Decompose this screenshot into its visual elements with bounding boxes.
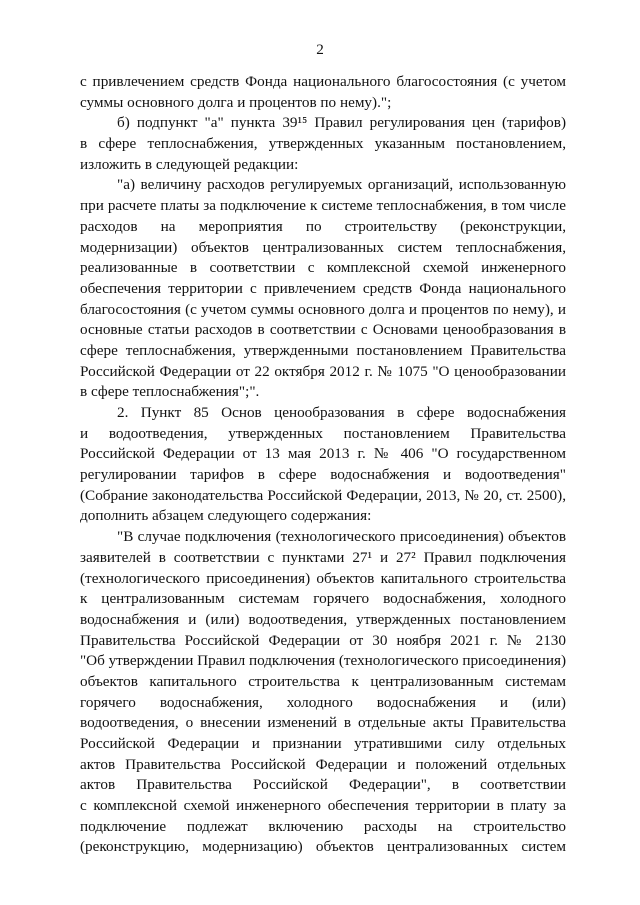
text-line: заявителей в соответствии с пунктами 27¹ и 27² Правил подключения xyxy=(80,548,566,566)
text-line: и водоотведения, утвержденных постановлением Правительства xyxy=(80,424,566,442)
text-line: основные статьи расходов в соответствии с Основами ценообразования в xyxy=(80,321,566,339)
document-body xyxy=(80,72,566,858)
text-line: подключение подлежат включению расходы на строительство xyxy=(80,817,566,835)
text-line: актов Правительства Российской Федерации", в соответствии xyxy=(80,776,566,794)
text-line: Российской Федерации и признании утратившими силу отдельных xyxy=(80,735,566,752)
text-line: (технологического присоединения) объектов капитального строительства xyxy=(80,569,566,587)
text-line: объектов капитального строительства к централизованным системам xyxy=(80,672,566,690)
text-line: 2. Пункт 85 Основ ценообразования в сфере водоснабжения xyxy=(117,404,566,421)
text-line: изложить в следующей редакции: xyxy=(80,155,299,173)
text-line: в сфере теплоснабжения, утвержденных указанным постановлением, xyxy=(80,135,566,153)
text-line: "В случае подключения (технологического присоединения) объектов xyxy=(117,528,566,546)
text-line: регулировании тарифов в сфере водоснабжения и водоотведения" xyxy=(80,466,566,484)
text-line: б) подпункт "а" пункта 39¹⁵ Правил регулирования цен (тарифов) xyxy=(117,114,566,132)
text-line: (реконструкцию, модернизацию) объектов централизованных систем xyxy=(80,838,566,856)
text-line: Российской Федерации от 22 октября 2012 г. № 1075 "О ценообразовании xyxy=(80,362,566,380)
text-line: к централизованным системам горячего водоснабжения, холодного xyxy=(80,590,566,608)
text-line: благосостояния (с учетом суммы основного долга и процентов по нему), и xyxy=(80,300,566,318)
text-line: суммы основного долга и процентов по нему)."; xyxy=(80,93,392,111)
text-line: дополнить абзацем следующего содержания: xyxy=(80,507,372,525)
text-line: "а) величину расходов регулируемых организаций, использованную xyxy=(117,176,566,194)
text-line: водоотведения, о внесении изменений в отдельные акты Правительства xyxy=(80,714,566,732)
text-line: Российской Федерации от 13 мая 2013 г. № 406 "О государственном xyxy=(80,445,566,463)
text-line: (Собрание законодательства Российской Федерации, 2013, № 20, ст. 2500), xyxy=(80,486,566,504)
text-line: сфере теплоснабжения, утвержденными постановлением Правительства xyxy=(80,341,566,359)
text-line: "Об утверждении Правил подключения (технологического присоединения) xyxy=(80,652,566,670)
text-line: модернизации) объектов централизованных систем теплоснабжения, xyxy=(80,238,566,256)
text-line: обеспечения территории с привлечением средств Фонда национального xyxy=(80,279,566,297)
page-number: 2 xyxy=(316,41,324,58)
text-line: Правительства Российской Федерации от 30 ноября 2021 г. № 2130 xyxy=(80,631,566,649)
text-line: расходов на мероприятия по строительству (реконструкции, xyxy=(80,217,566,235)
text-line: при расчете платы за подключение к системе теплоснабжения, в том числе xyxy=(80,197,566,215)
text-line: реализованные в соответствии с комплексной схемой инженерного xyxy=(80,259,566,277)
text-line: горячего водоснабжения, холодного водоснабжения и (или) xyxy=(80,693,566,711)
text-line: с комплексной схемой инженерного обеспечения территории в плату за xyxy=(80,797,566,815)
text-line: в сфере теплоснабжения";". xyxy=(80,383,260,401)
text-line: актов Правительства Российской Федерации и положений отдельных xyxy=(80,755,566,773)
text-line: с привлечением средств Фонда национального благосостояния (с учетом xyxy=(80,73,566,90)
text-line: водоснабжения и (или) водоотведения, утвержденных постановлением xyxy=(80,610,566,628)
